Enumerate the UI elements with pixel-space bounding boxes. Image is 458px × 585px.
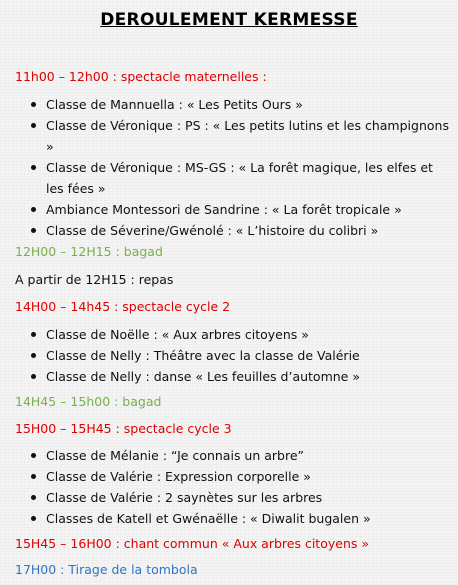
heading-spectacle-maternelles: 11h00 – 12h00 : spectacle maternelles : (15, 69, 267, 84)
list-item: Classe de Véronique : PS : « Les petits lutins et les champignons » (0, 115, 458, 157)
list-item: Classe de Mannuella : « Les Petits Ours » (0, 94, 458, 115)
list-cycle-3 (0, 445, 458, 529)
list-item: Classes de Katell et Gwénaëlle : « Diwalit bugalen » (0, 508, 458, 529)
heading-repas: A partir de 12H15 : repas (15, 272, 174, 287)
list-cycle-2 (0, 324, 458, 387)
list-item: Classe de Mélanie : “Je connais un arbre” (0, 445, 458, 466)
list-item: Classe de Séverine/Gwénolé : « L’histoire du colibri » (0, 220, 458, 241)
list-item: Classe de Valérie : Expression corporelle » (0, 466, 458, 487)
list-item: Classe de Valérie : 2 saynètes sur les arbres (0, 487, 458, 508)
list-item: Classe de Nelly : Théâtre avec la classe de Valérie (0, 345, 458, 366)
heading-bagad-1: 12H00 – 12H15 : bagad (15, 244, 163, 259)
heading-spectacle-cycle-2: 14H00 – 14h45 : spectacle cycle 2 (15, 299, 231, 314)
list-item: Classe de Noëlle : « Aux arbres citoyens » (0, 324, 458, 345)
heading-bagad-2: 14H45 – 15h00 : bagad (15, 394, 162, 409)
heading-spectacle-cycle-3: 15H00 – 15H45 : spectacle cycle 3 (15, 421, 232, 436)
page-title: DEROULEMENT KERMESSE (100, 10, 358, 30)
list-item: Ambiance Montessori de Sandrine : « La forêt tropicale » (0, 199, 458, 220)
heading-chant-commun: 15H45 – 16H00 : chant commun « Aux arbres citoyens » (15, 536, 369, 551)
list-maternelles (0, 94, 458, 241)
list-item: Classe de Véronique : MS-GS : « La forêt magique, les elfes et les fées » (0, 157, 458, 199)
heading-tombola: 17H00 : Tirage de la tombola (15, 562, 198, 577)
list-item: Classe de Nelly : danse « Les feuilles d’automne » (0, 366, 458, 387)
